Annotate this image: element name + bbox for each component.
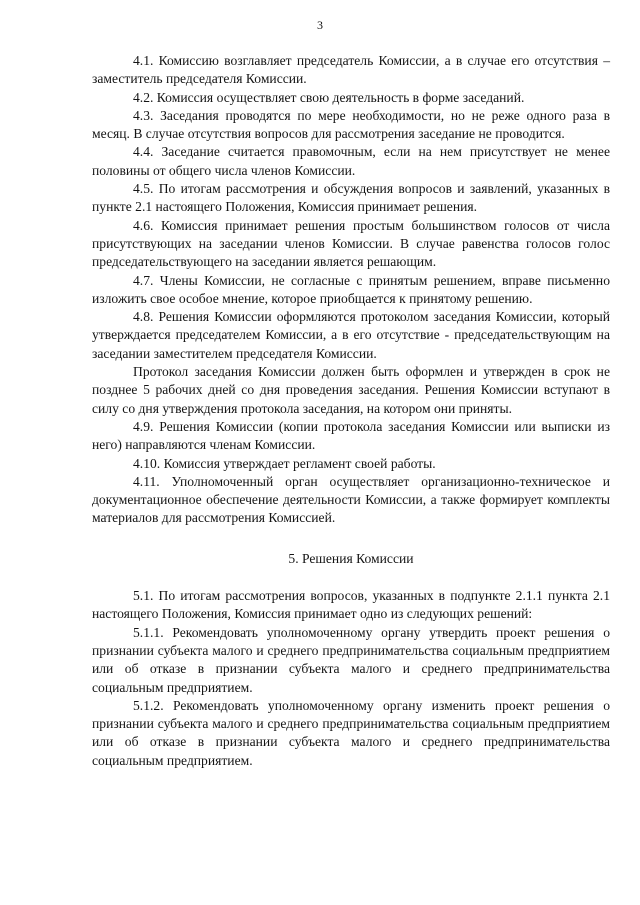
paragraph-protocol: Протокол заседания Комиссии должен быть оформлен и утвержден в срок не позднее 5 рабочих дней со дня проведения заседания. Решения Комиссии вступают в силу со дня утверждения протокола заседания, на котором они приняты. <box>92 364 610 416</box>
paragraph-4-7: 4.7. Члены Комиссии, не согласные с принятым решением, вправе письменно изложить свое особое мнение, которое приобщается к принятому решению. <box>92 272 610 306</box>
paragraph-4-5: 4.5. По итогам рассмотрения и обсуждения вопросов и заявлений, указанных в пункте 2.1 настоящего Положения, Комиссия принимает решения. <box>92 181 610 215</box>
paragraph-4-4: 4.4. Заседание считается правомочным, если на нем присутствует не менее половины от общего числа членов Комиссии. <box>92 144 610 178</box>
paragraph-4-1: 4.1. Комиссию возглавляет председатель Комиссии, а в случае его отсутствия – заместитель председателя Комиссии. <box>92 53 610 87</box>
paragraph-5-1-1: 5.1.1. Рекомендовать уполномоченному органу утвердить проект решения о признании субъекта малого и среднего предпринимательства социальным предприятием или об отказе в признании субъекта малого и среднего предпринимательства социальным предприятием. <box>92 624 610 695</box>
paragraph-4-6: 4.6. Комиссия принимает решения простым большинством голосов от числа присутствующих на заседании членов Комиссии. В случае равенства голосов голос председательствующего на заседании является решающим. <box>92 217 610 270</box>
paragraph-4-9: 4.9. Решения Комиссии (копии протокола заседания Комиссии или выписки из него) направляются членам Комиссии. <box>92 418 610 453</box>
paragraph-4-8: 4.8. Решения Комиссии оформляются протоколом заседания Комиссии, который утверждается председателем Комиссии, а в его отсутствие - председательствующим на заседании заместителем председателя Комиссии. <box>92 309 610 361</box>
paragraph-4-3: 4.3. Заседания проводятся по мере необходимости, но не реже одного раза в месяц. В случае отсутствия вопросов для рассмотрения заседание не проводится. <box>92 107 610 142</box>
paragraph-4-10: 4.10. Комиссия утверждает регламент своей работы. <box>133 455 436 471</box>
page-number: 3 <box>317 18 323 32</box>
document-body <box>92 52 610 770</box>
section-heading: 5. Решения Комиссии <box>288 550 414 566</box>
paragraph-4-2: 4.2. Комиссия осуществляет свою деятельность в форме заседаний. <box>133 89 525 105</box>
paragraph-4-11: 4.11. Уполномоченный орган осуществляет организационно-техническое и документационное обеспечение деятельности Комиссии, а также формирует комплекты материалов для рассмотрения Комиссией. <box>92 473 610 526</box>
paragraph-5-1: 5.1. По итогам рассмотрения вопросов, указанных в подпункте 2.1.1 пункта 2.1 настоящего Положения, Комиссия принимает одно из следующих решений: <box>92 588 610 622</box>
paragraph-5-1-2: 5.1.2. Рекомендовать уполномоченному органу изменить проект решения о признании субъекта малого и среднего предпринимательства социальным предприятием или об отказе в признании субъекта малого и среднего предпринимательства социальным предприятием. <box>92 697 610 768</box>
